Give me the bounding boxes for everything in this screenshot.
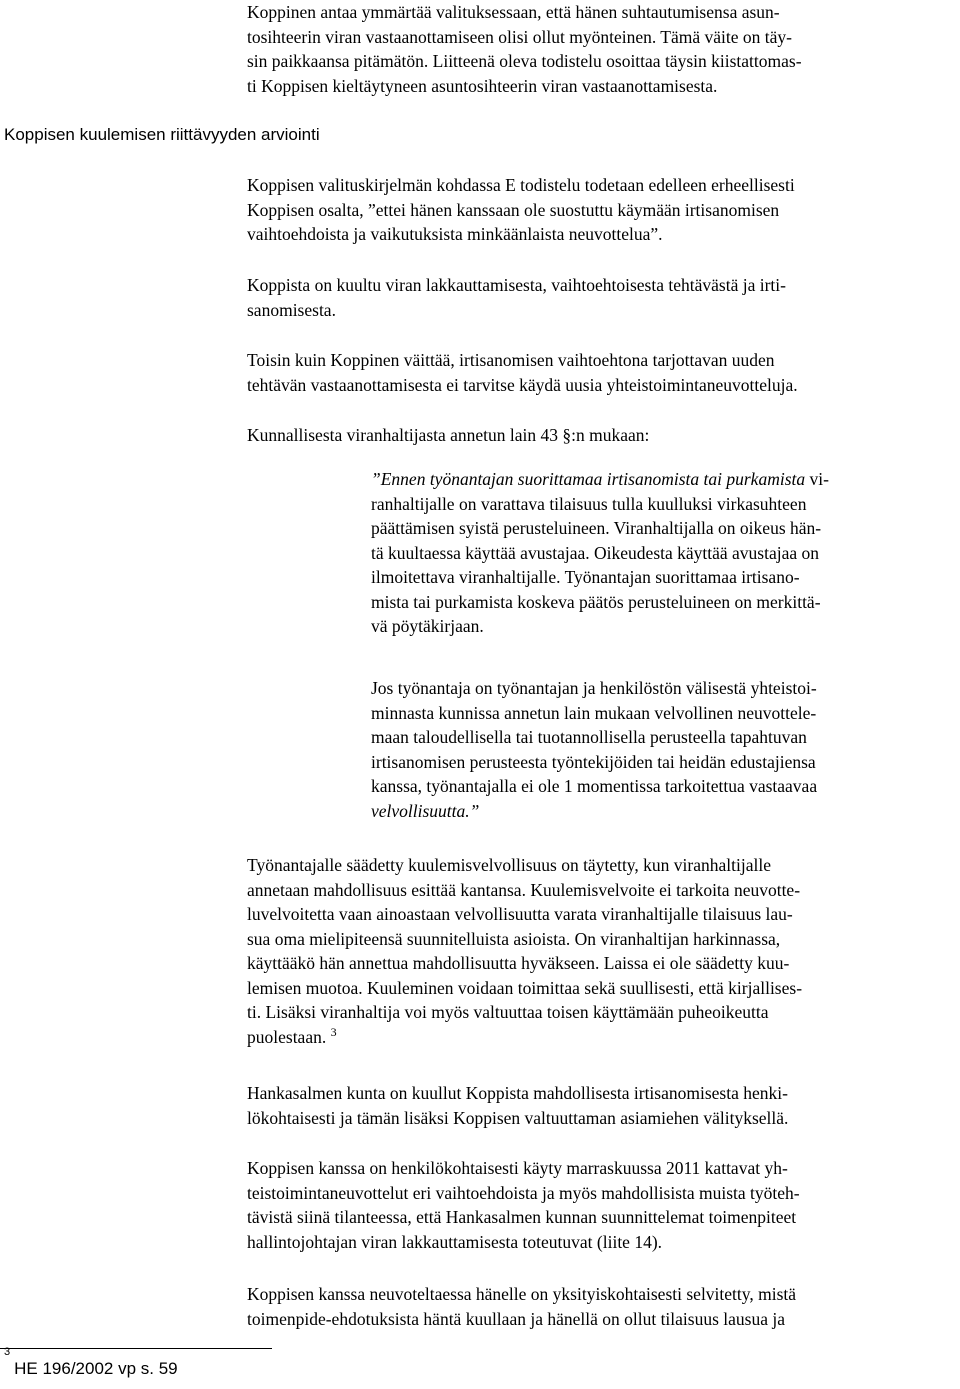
text-line: käyttääkö hän annettua mahdollisuutta hyväkseen. Laissa ei ole säädetty kuu-	[247, 953, 790, 973]
text-line: Koppisen osalta, ”ettei hänen kanssaan ole suostuttu käymään irtisanomisen	[247, 199, 780, 220]
quote-line: ranhaltijalle on varattava tilaisuus tulla kuulluksi virkasuhteen	[371, 493, 807, 514]
text-line: Työnantajalle säädetty kuulemisvelvollisuus on täytetty, kun viranhaltijalle	[247, 855, 771, 875]
footnote-number: 3	[4, 1346, 11, 1358]
paragraph-2	[247, 273, 959, 322]
paragraph-4	[247, 423, 959, 448]
text-line: Hankasalmen kunta on kuullut Koppista mahdollisesta irtisanomisesta henki-	[247, 1083, 788, 1103]
text-line: sin paikkaansa pitämätön. Liitteenä oleva todistelu osoittaa täysin kiistattomas-	[247, 51, 802, 71]
text-line: Koppinen antaa ymmärtää valituksessaan, että hänen suhtautumisensa asun-	[247, 2, 780, 22]
paragraph-6	[247, 1081, 959, 1130]
text-line: Toisin kuin Koppinen väittää, irtisanomisen vaihtoehtona tarjottavan uuden	[247, 350, 775, 370]
paragraph-7	[247, 1156, 959, 1254]
footnote-divider	[0, 1348, 272, 1349]
quote-line: maan taloudellisella tai tuotannollisella perusteella tapahtuvan	[371, 727, 807, 747]
text-line: hallintojohtajan viran lakkauttamisesta toteutuvat (liite 14).	[247, 1231, 663, 1252]
text-line: luvelvoitetta vaan ainoastaan velvollisuutta varata viranhaltijalle tilaisuus lau-	[247, 904, 793, 924]
law-quote-1	[371, 467, 959, 639]
text-line: Koppisen valituskirjelmän kohdassa E todistelu todetaan edelleen erheellisesti	[247, 175, 795, 195]
quote-line: ilmoitettava viranhaltijalle. Työnantajan suorittamaa irtisano-	[371, 567, 800, 587]
quote-line: vä pöytäkirjaan.	[371, 616, 484, 636]
text-line: vaihtoehdoista ja vaikutuksista minkäänlaista neuvottelua”.	[247, 224, 663, 244]
text-line: ti. Lisäksi viranhaltija voi myös valtuuttaa toisen käyttämään puheoikeutta	[247, 1002, 769, 1022]
footnote	[4, 1346, 178, 1382]
text-line: tosihteerin viran vastaanottamiseen olisi ollut myönteinen. Tämä väite on täy-	[247, 26, 792, 47]
text-line: tävistä siinä tilanteessa, että Hankasalmen kunnan suunnittelemat toimenpiteet	[247, 1207, 797, 1227]
text-line: tehtävän vastaanottamisesta ei tarvitse käydä uusia yhteistoimintaneuvotteluja.	[247, 374, 798, 395]
text-line: Koppisen kanssa on henkilökohtaisesti käyty marraskuussa 2011 kattavat yh-	[247, 1158, 788, 1178]
intro-paragraph	[247, 0, 959, 98]
footnote-text: HE 196/2002 vp s. 59	[14, 1359, 178, 1378]
quote-line: kanssa, työnantajalla ei ole 1 momentissa tarkoitettua vastaavaa	[371, 776, 818, 796]
law-quote-2	[371, 676, 959, 823]
paragraph-1	[247, 173, 959, 247]
text-line: toimenpide-ehdotuksista häntä kuullaan ja hänellä on ollut tilaisuus lausua ja	[247, 1308, 785, 1329]
text-line: Koppista on kuultu viran lakkauttamisesta, vaihtoehtoisesta tehtävästä ja irti-	[247, 275, 786, 295]
quote-line: päättämisen syistä perusteluineen. Viranhaltijalla on oikeus hän-	[371, 518, 822, 538]
section-heading: Koppisen kuulemisen riittävyyden arviointi	[4, 125, 320, 144]
paragraph-5	[247, 853, 959, 1049]
quote-line-rest: vi-	[805, 469, 829, 489]
text-line: teistoimintaneuvottelut eri vaihtoehdoista ja myös mahdollisista muista työteh-	[247, 1182, 800, 1203]
text-line: Koppisen kanssa neuvoteltaessa hänelle on yksityiskohtaisesti selvitetty, mistä	[247, 1284, 797, 1304]
quote-line	[371, 799, 959, 824]
paragraph-8	[247, 1282, 959, 1331]
text-line: Kunnallisesta viranhaltijasta annetun lain 43 §:n mukaan:	[247, 425, 650, 445]
text-line: sanomisesta.	[247, 299, 336, 320]
quote-line: irtisanomisen perusteesta työntekijöiden tai heidän edustajiensa	[371, 751, 816, 772]
quote-line: Jos työnantaja on työnantajan ja henkilöstön välisestä yhteistoi-	[371, 678, 817, 698]
quote-line: minnasta kunnissa annetun lain mukaan velvollinen neuvottele-	[371, 702, 817, 723]
quote-italic-lead: ”Ennen työnantajan suorittamaa irtisanomista tai purkamista	[371, 469, 806, 489]
text-line: ti Koppisen kieltäytyneen asuntosihteerin viran vastaanottamisesta.	[247, 75, 718, 96]
quote-line: mista tai purkamista koskeva päätös perusteluineen on merkittä-	[371, 591, 821, 612]
text-line	[247, 1025, 959, 1050]
paragraph-3	[247, 348, 959, 397]
quote-line: tä kuultaessa käyttää avustajaa. Oikeudesta käyttää avustajaa on	[371, 542, 820, 563]
footnote-reference[interactable]: 3	[330, 1024, 337, 1039]
text-line: lemisen muotoa. Kuuleminen voidaan toimittaa sekä suullisesti, että kirjallises-	[247, 977, 803, 998]
quote-line	[371, 467, 959, 492]
text-line: annetaan mahdollisuus esittää kantansa. Kuulemisvelvoite ei tarkoita neuvotte-	[247, 879, 801, 900]
quote-italic-end: velvollisuutta.”	[371, 800, 480, 821]
text-line: lökohtaisesti ja tämän lisäksi Koppisen valtuuttaman asiamiehen välityksellä.	[247, 1107, 789, 1128]
text-line-last: puolestaan.	[247, 1026, 327, 1047]
text-line: sua oma mielipiteensä suunnitelluista asioista. On viranhaltijan harkinnassa,	[247, 928, 781, 949]
